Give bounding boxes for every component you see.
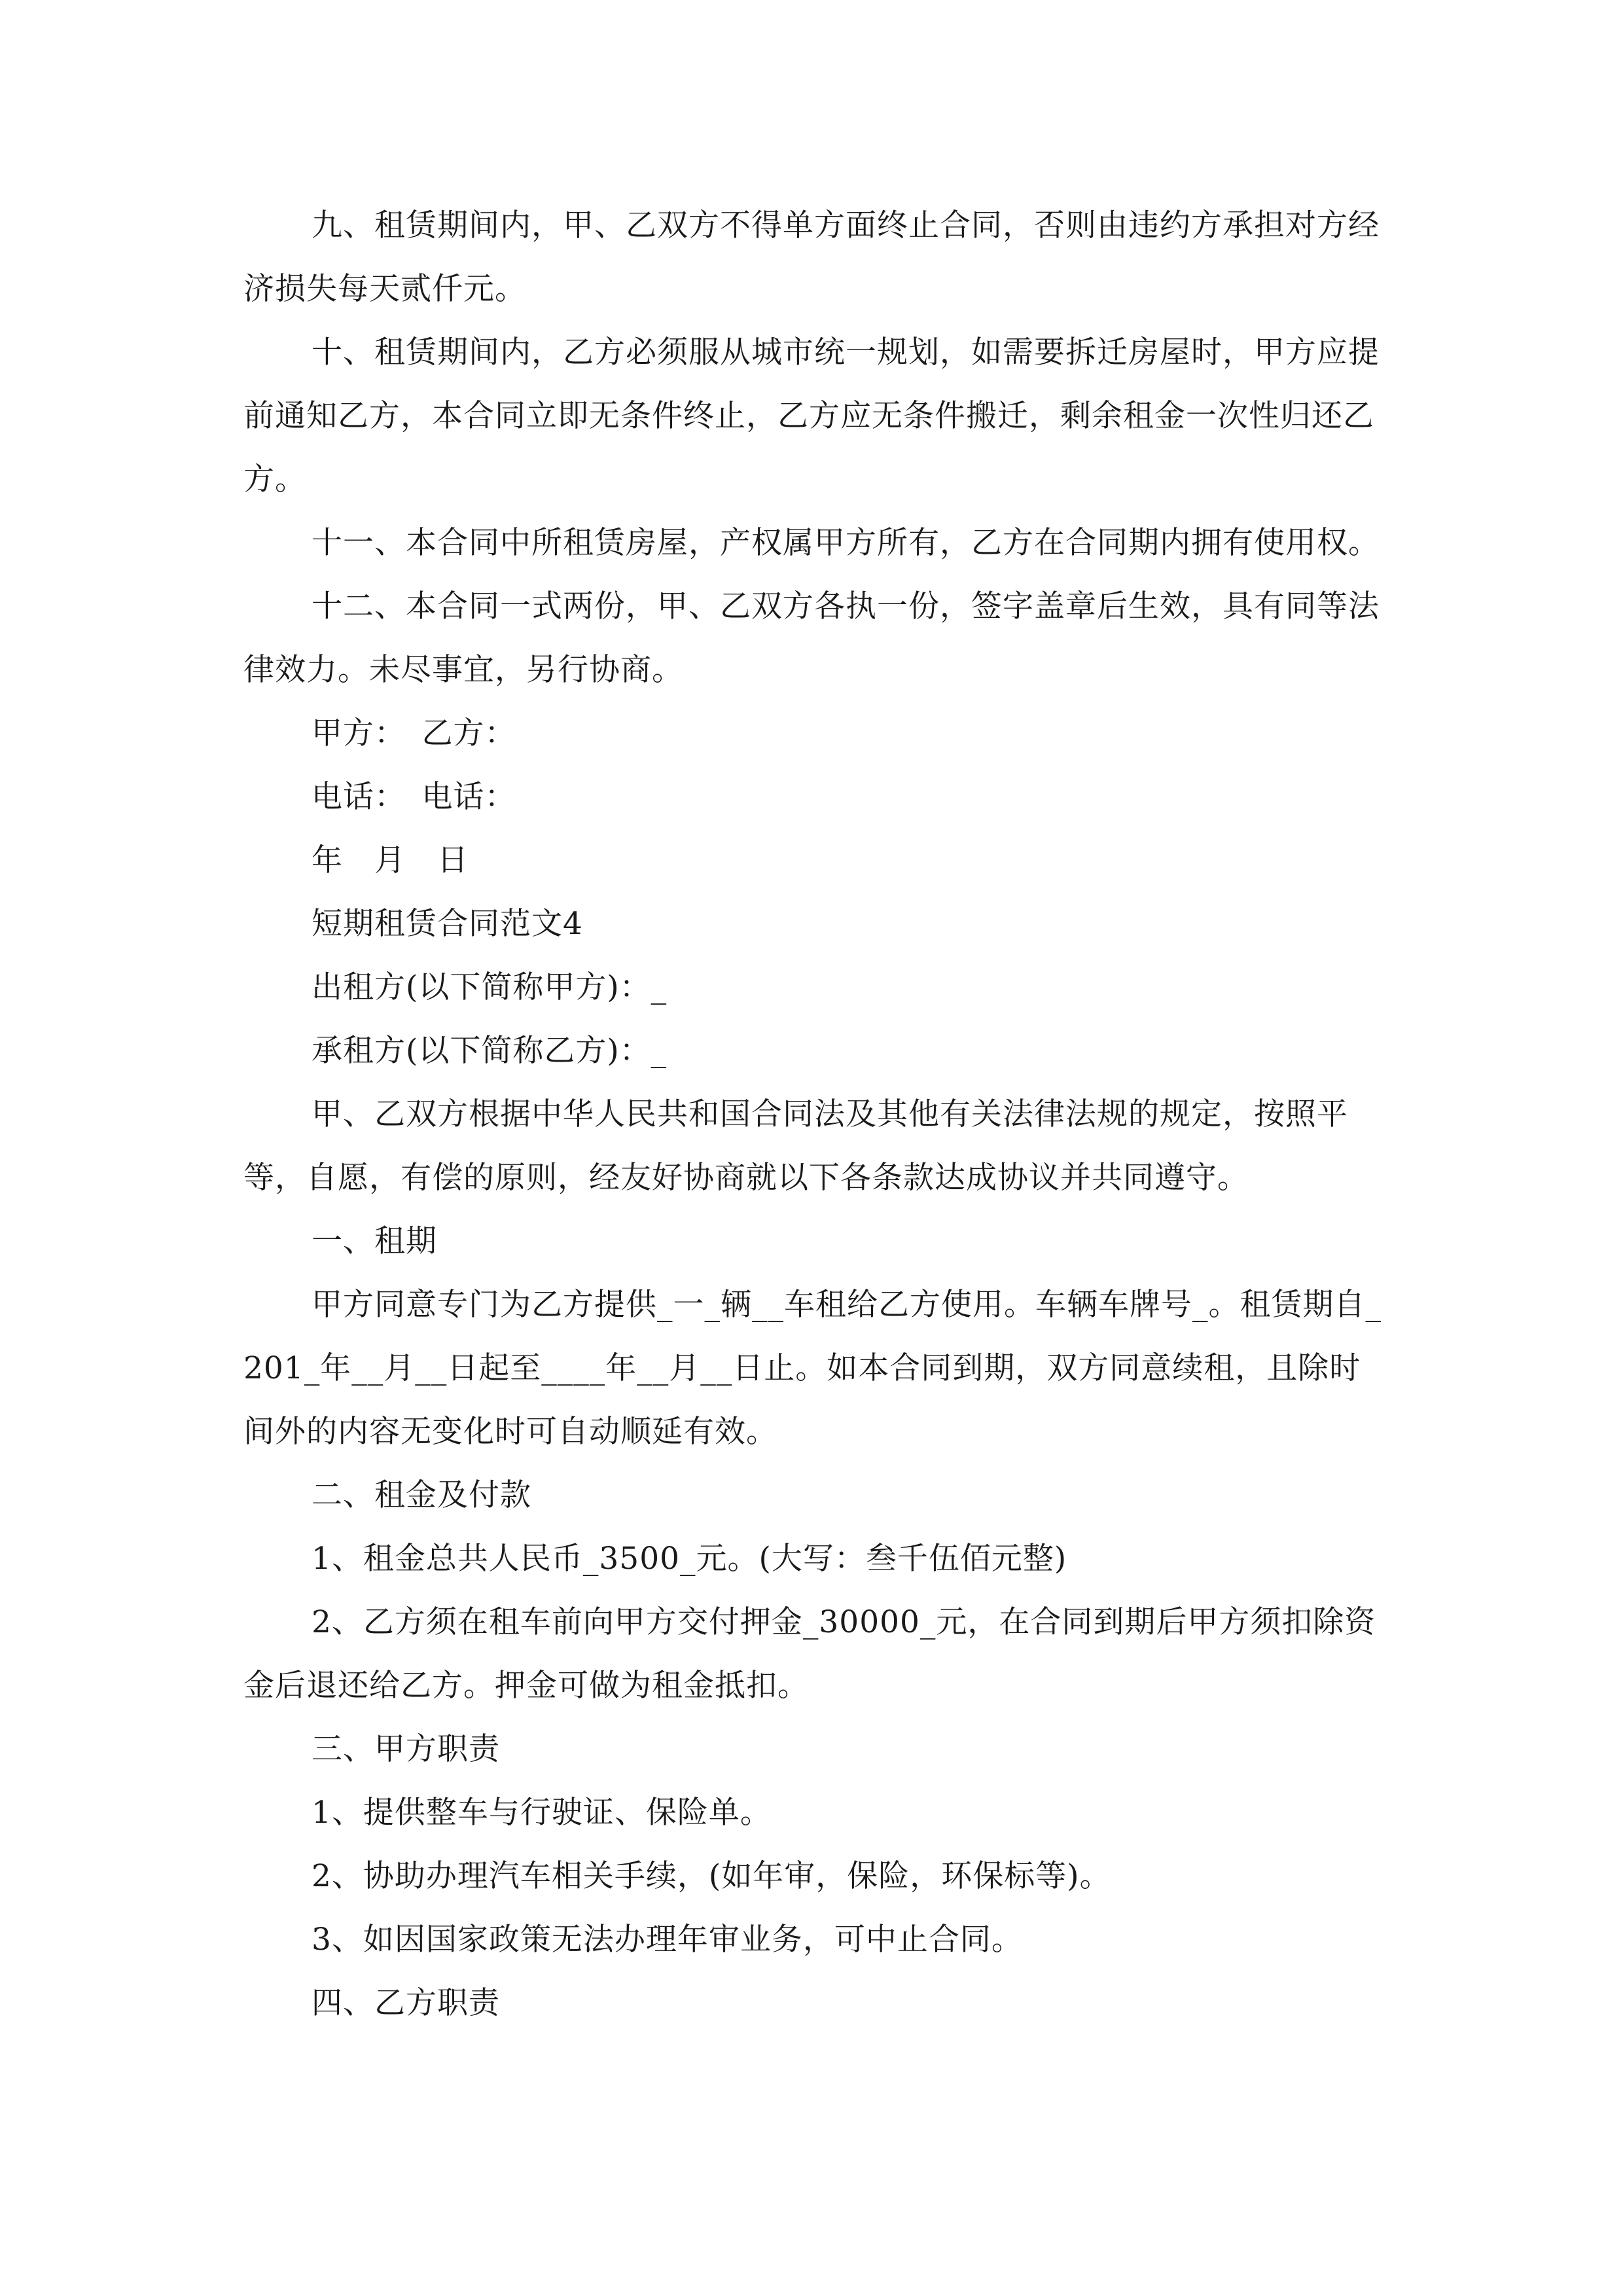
preamble-paragraph: 甲、乙双方根据中华人民共和国合同法及其他有关法律法规的规定，按照平等，自愿，有偿的原则，经友好协商就以下各条款达成协议并共同遵守。: [243, 1096, 1348, 1196]
section-heading-lessee-duties: 四、乙方职责: [312, 1985, 500, 2021]
deposit-item: 2、乙方须在租车前向甲方交付押金_30000_元，在合同到期后甲方须扣除资金后退还给乙方。押金可做为租金抵扣。: [243, 1604, 1376, 1704]
signature-phone-line: 电话： 电话：: [312, 779, 516, 815]
section-heading-lessor-duties: 三、甲方职责: [312, 1731, 500, 1767]
clause-9-paragraph: 九、租赁期间内，甲、乙双方不得单方面终止合同，否则由违约方承担对方经济损失每天贰仟元。: [243, 207, 1380, 307]
section-heading-lease-term: 一、租期: [312, 1223, 437, 1259]
signature-party-line: 甲方： 乙方：: [312, 715, 516, 751]
document-body: [243, 194, 1382, 2035]
lessor-duty-item-1: 1、提供整车与行驶证、保险单。: [312, 1795, 772, 1831]
lessor-duty-item-2: 2、协助办理汽车相关手续，(如年审，保险，环保标等)。: [312, 1858, 1111, 1894]
signature-date-line: 年 月 日: [312, 842, 469, 878]
rent-total-item: 1、租金总共人民币_3500_元。(大写：叁千伍佰元整): [312, 1541, 1067, 1577]
lessor-duty-item-3: 3、如因国家政策无法办理年审业务，可中止合同。: [312, 1922, 1023, 1958]
clause-12-paragraph: 十二、本合同一式两份，甲、乙双方各执一份，签字盖章后生效，具有同等法律效力。未尽事宜，另行协商。: [243, 588, 1380, 688]
section-heading-rent-payment: 二、租金及付款: [312, 1477, 531, 1513]
clause-11-paragraph: 十一、本合同中所租赁房屋，产权属甲方所有，乙方在合同期内拥有使用权。: [312, 525, 1380, 561]
lessor-line: 出租方(以下简称甲方)：_: [312, 969, 668, 1005]
lessee-line: 承租方(以下简称乙方)：_: [312, 1033, 668, 1069]
lease-term-paragraph: 甲方同意专门为乙方提供_一_辆__车租给乙方使用。车辆车牌号_。租赁期自_201_年__月__日起至____年__月__日止。如本合同到期，双方同意续租，且除时间外的内容无变化时可自动顺延有效。: [243, 1287, 1382, 1450]
contract-title: 短期租赁合同范文4: [312, 906, 583, 942]
clause-10-paragraph: 十、租赁期间内，乙方必须服从城市统一规划，如需要拆迁房屋时，甲方应提前通知乙方，本合同立即无条件终止，乙方应无条件搬迁，剩余租金一次性归还乙方。: [243, 334, 1380, 497]
